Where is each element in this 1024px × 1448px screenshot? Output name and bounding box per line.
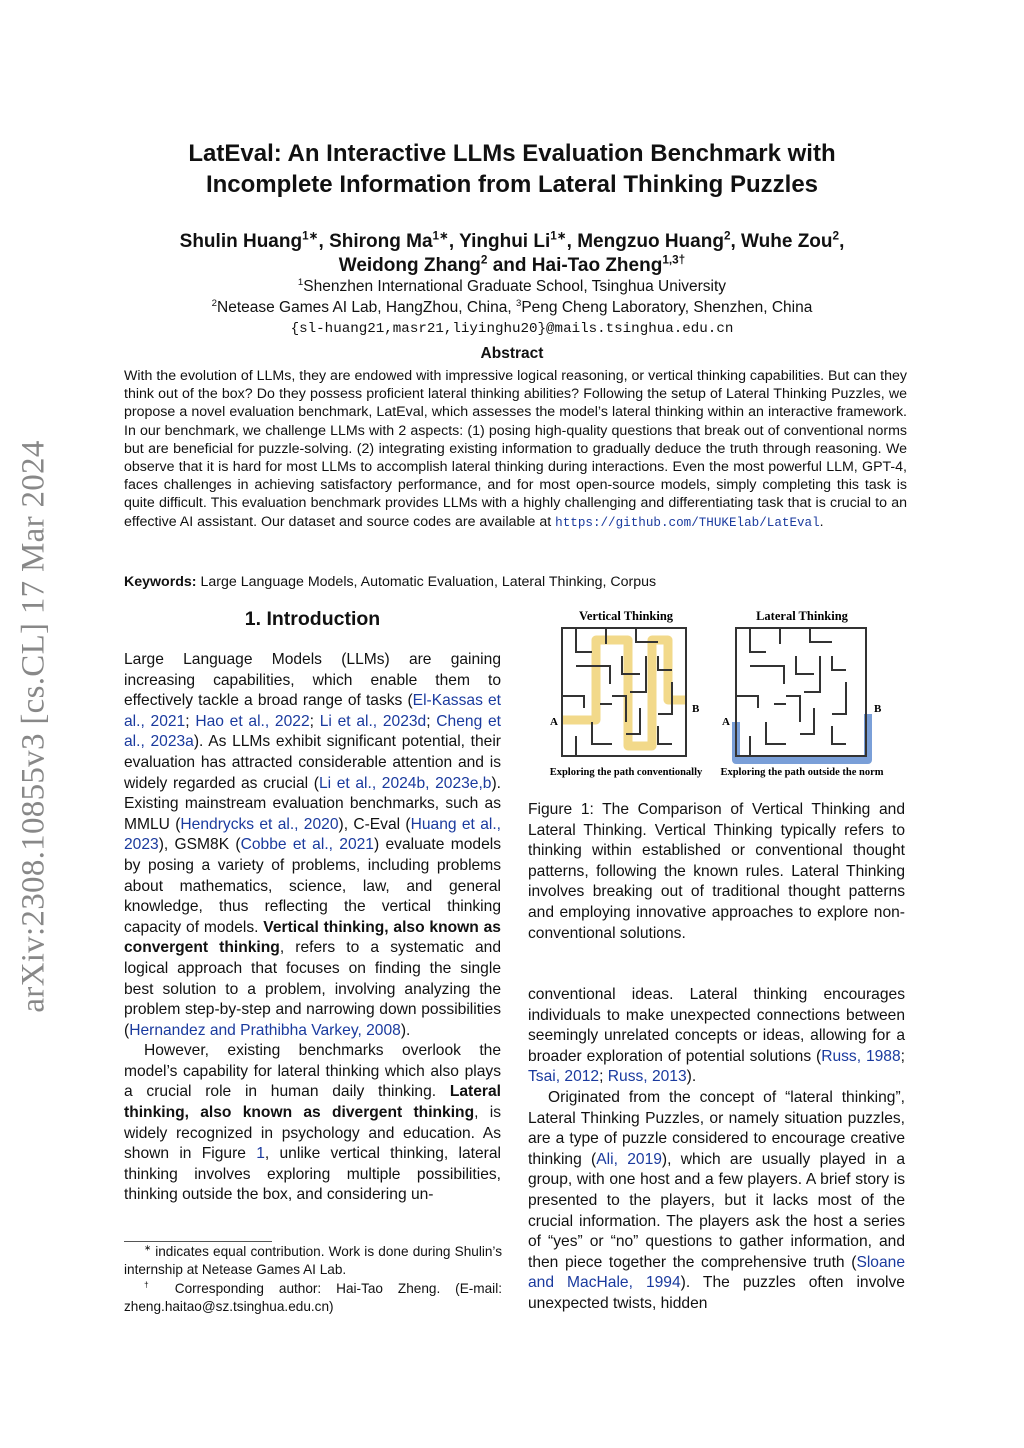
- figure-ref-link[interactable]: 1: [256, 1145, 265, 1163]
- vertical-path: [562, 640, 685, 746]
- author-emails: {sl-huang21,masr21,liyinghu20}@mails.tsinghua.edu.cn: [290, 321, 734, 337]
- citation-link[interactable]: Cheng et al., 2023a: [124, 712, 501, 751]
- start-label: A: [550, 716, 558, 728]
- footnote-text: indicates equal contribution. Work is done during Shulin’s internship at Netease Games AI Lab.: [124, 1244, 502, 1277]
- title-line-2: Incomplete Information from Lateral Thinking Puzzles: [205, 171, 819, 198]
- author-sup: 1∗: [550, 229, 567, 243]
- abstract-heading: Abstract: [480, 345, 544, 362]
- citation-link[interactable]: Russ, 1988: [821, 1047, 901, 1065]
- paper-title: [100, 138, 924, 200]
- author-name: Hai-Tao Zheng: [531, 255, 663, 276]
- affil-sup: 1: [297, 276, 304, 288]
- figure-1: [540, 604, 900, 784]
- abstract-text: With the evolution of LLMs, they are endowed with impressive logical reasoning, or vertical thinking capabilities. But can they think out of the box? Do they possess proficient lateral thinking abilities? Following the setup of Lateral Thinking Puzzles, we propose a novel evaluation benchmark, LatEval, which assesses the model’s lateral thinking within an interactive framework. In our benchmark, we challenge LLMs with 2 aspects: (1) posing high-quality questions that break out of conventional norms but are beneficial for puzzle-solving. (2) integrating existing information to gradually deduce the truth through reasoning. We observe that it is hard for most LLMs to accomplish lateral thinking during interactions. Even the most powerful LLM, GPT-4, faces challenges in achieving satisfactory performance, and for most open-source models, simply completing this task is quite difficult. This evaluation benchmark provides LLMs with a highly challenging and differentiating task that is crucial to an effective AI assistant. Our dataset and source codes are available at: [124, 368, 907, 530]
- author-sup: 1∗: [432, 229, 449, 243]
- footnote-mark: †: [144, 1279, 160, 1290]
- keywords-text: Large Language Models, Automatic Evaluation, Lateral Thinking, Corpus: [200, 574, 657, 590]
- citation-link[interactable]: Hernandez and Prathibha Varkey, 2008: [129, 1021, 401, 1039]
- intro-paragraph-1: Large Language Models (LLMs) are gaining increasing capabilities, which enable them to effectively tackle a broad range of tasks (El-Kassas et al., 2021; Hao et al., 2022; Li et al., 2023d; Cheng et al., 2023a). As LLMs exhibit significant potential, their evaluation has attracted considerable attention and is widely regarded as crucial (Li et al., 2024b, 2023e,b). Existing mainstream evaluation benchmarks, such as MMLU (Hendrycks et al., 2020), C-Eval (Huang et al., 2023), GSM8K (Cobbe et al., 2021) evaluate models by posing a variety of problems, including problems about mathematics, science, law, and general knowledge, thus reflecting the vertical thinking capacity of models. Vertical thinking, also known as convergent thinking, refers to a systematic and logical approach that focuses on finding the single best solution to a problem, involving analyzing the problem step-by-step and narrowing down possibilities (Hernandez and Prathibha Varkey, 2008).: [124, 651, 502, 1039]
- citation-link[interactable]: Russ, 2013: [607, 1068, 687, 1086]
- lateral-thinking-title: Lateral Thinking: [756, 609, 848, 623]
- affil-text: Netease Games AI Lab, HangZhou, China,: [217, 299, 512, 316]
- author-list: Shulin Huang$^{1∗}$, Shirong $Ma^{1∗}$, Yinghui $Li^{1∗}$, Mengzuo Huang$^2$, Wuhe Zou$^2$, Weidong Zhang$^2$ and Hai-Tao Zheng$^{1,3\dagger}$: [179, 229, 845, 276]
- affiliation-1: [100, 277, 924, 297]
- author-sup: 1,3†: [662, 253, 686, 267]
- author-name: Weidong Zhang: [338, 255, 481, 276]
- footnote-1: [124, 1243, 502, 1278]
- affil-text: Shenzhen International Graduate School, Tsinghua University: [303, 278, 727, 295]
- right-column: [528, 985, 905, 1315]
- start-label: A: [722, 716, 730, 728]
- author-sup: 2: [832, 229, 840, 243]
- dataset-link[interactable]: https://github.com/THUKElab/LatEval: [555, 515, 820, 530]
- lateral-caption: Exploring the path outside the norm: [720, 767, 884, 778]
- author-name: Yinghui Li: [459, 231, 551, 252]
- end-label: B: [874, 703, 882, 715]
- section-title: 1. Introduction: [244, 608, 381, 630]
- author-name: Mengzuo Huang: [577, 231, 724, 252]
- citation-link[interactable]: Li et al., 2023d: [319, 712, 427, 730]
- vertical-thinking-title: Vertical Thinking: [578, 609, 674, 623]
- author-sup: 2: [480, 253, 488, 267]
- footnote-2: [124, 1280, 502, 1315]
- footnote-text: Corresponding author: Hai-Tao Zheng. (E-mail: zheng.haitao@sz.tsinghua.edu.cn): [124, 1281, 502, 1314]
- footnote-mark: ∗: [144, 1242, 152, 1253]
- keywords-label: Keywords:: [124, 574, 197, 590]
- citation-link[interactable]: Cobbe et al., 2021: [240, 836, 374, 854]
- abstract-end: .: [819, 513, 824, 530]
- author-conjunction: and: [492, 255, 527, 276]
- keywords: [124, 574, 907, 590]
- lateral-path: [736, 714, 868, 760]
- author-name: Wuhe Zou: [741, 231, 833, 252]
- citation-link[interactable]: Hao et al., 2022: [195, 712, 310, 730]
- author-sup: 1∗: [302, 229, 319, 243]
- title-line-1: LatEval: An Interactive LLMs Evaluation Benchmark with: [188, 140, 836, 167]
- vertical-caption: Exploring the path conventionally: [549, 767, 703, 778]
- intro-paragraph-2: However, existing benchmarks overlook the model’s capability for lateral thinking which also plays a crucial role in human daily thinking. Lateral thinking, also known as divergent thinking, is widely recognized in psychology and education. As shown in Figure 1, unlike vertical thinking, lateral thinking involves exploring multiple possibilities, thinking outside the box, and considering un-: [124, 1042, 501, 1204]
- vertical-maze: [550, 628, 703, 778]
- citation-link[interactable]: Huang et al., 2023: [124, 815, 501, 854]
- citation-link[interactable]: Ali, 2019: [596, 1150, 662, 1168]
- intro-paragraph-3: conventional ideas. Lateral thinking encourages individuals to make unexpected connections between seemingly unrelated concepts or ideas, allowing for a broader exploration of potential solutions (Russ, 1988; Tsai, 2012; Russ, 2013).: [528, 986, 905, 1086]
- author-sup: 2: [723, 229, 731, 243]
- citation-link[interactable]: Li et al., 2024b, 2023e,b: [318, 774, 492, 792]
- left-column: [124, 650, 501, 1206]
- author-name: Shirong Ma: [329, 231, 433, 252]
- maze-figure: [540, 604, 900, 784]
- citation-link[interactable]: Hendrycks et al., 2020: [180, 815, 339, 833]
- citation-link[interactable]: Tsai, 2012: [528, 1068, 600, 1086]
- citation-link[interactable]: El-Kassas et al., 2021: [124, 692, 501, 730]
- affil-text: Peng Cheng Laboratory, Shenzhen, China: [521, 299, 813, 316]
- author-name: Shulin Huang: [179, 231, 303, 252]
- intro-paragraph-4: Originated from the concept of “lateral thinking”, Lateral Thinking Puzzles, or namely situation puzzles, are a type of puzzle considered to encourage creative thinking (Ali, 2019), which are usually played in a group, with one host and a few players. A brief story is presented to the players, but it lacks most of the crucial information. The players ask the host a series of “yes” or “no” questions to gather information, and then piece together the comprehensive truth (Sloane and MacHale, 1994). The puzzles often involve unexpected twists, hidden: [528, 1088, 905, 1312]
- end-label: B: [692, 703, 700, 715]
- citation-link[interactable]: Sloane and MacHale, 1994: [528, 1253, 905, 1292]
- affiliation-2: [100, 298, 924, 318]
- affil-sup: 3: [516, 297, 522, 309]
- arxiv-identifier: arXiv:2308.10855v3 [cs.CL] 17 Mar 2024: [15, 440, 52, 1013]
- figure-1-caption: Figure 1: The Comparison of Vertical Thinking and Lateral Thinking. Vertical Thinking typically refers to thinking within established or conventional thought patterns, following the known rules. Lateral Thinking involves breaking out of traditional thought patterns and employing innovative approaches to explore non-conventional solutions.: [528, 801, 905, 942]
- affil-sup: 2: [211, 297, 217, 309]
- lateral-maze: [720, 628, 883, 778]
- abstract-body: [124, 367, 907, 532]
